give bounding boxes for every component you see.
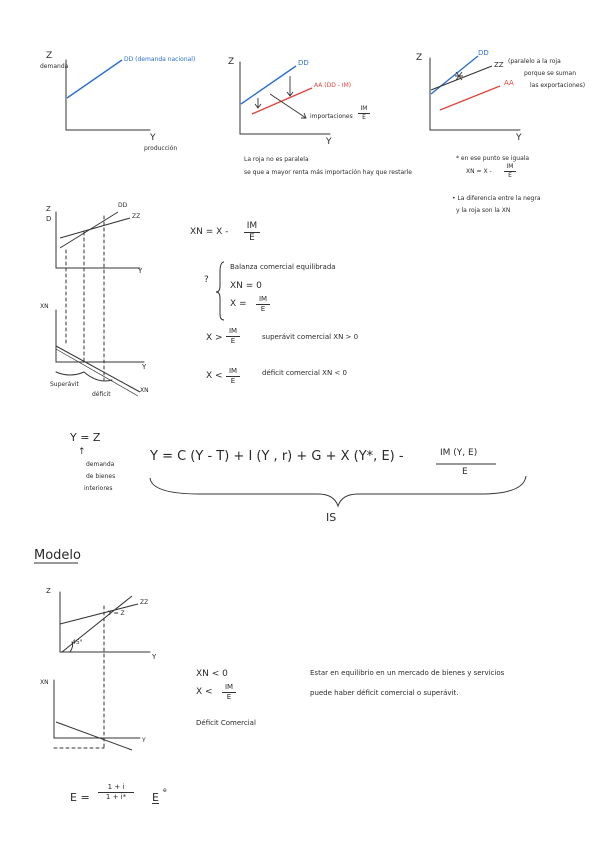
graph3-y-axis: Z [416, 53, 423, 63]
graph2-import-frac-num: IM [360, 105, 368, 112]
xn-def-eq: XN = X - [190, 227, 229, 237]
is-arrow: ↑ [78, 447, 86, 457]
graph3-paren-2: porque se suman [524, 70, 577, 77]
graph4-xn-line-2 [56, 349, 138, 396]
model-zz-label: ZZ [140, 599, 149, 606]
xn-zero: XN = 0 [230, 281, 262, 291]
e-formula-suffix: E [152, 791, 159, 804]
graph4-zz-line [60, 218, 130, 238]
model-x-lt-frac [222, 684, 236, 701]
graph1-y-sub: demanda [40, 63, 69, 70]
model-xn-x-axis: Y [142, 737, 146, 744]
is-note-1: demanda [86, 461, 115, 468]
graph4-bottom-axes [56, 310, 144, 362]
graph3-x-axis: Y [516, 133, 522, 143]
deficit-frac-den: E [230, 377, 236, 385]
model-xn-lt-zero: XN < 0 [196, 669, 228, 679]
graph3-aa-line [440, 86, 500, 110]
graph2-x-axis: Y [326, 137, 332, 147]
balance-brace [216, 262, 224, 320]
graph3-dd-label: DD [478, 49, 489, 57]
graph4-y-sub: D [46, 215, 52, 223]
is-main-eq: Y = C (Y - T) + I (Y , r) + G + X (Y*, E) - [150, 449, 404, 464]
graph3-aa-label: AA [504, 79, 514, 87]
deficit-text: déficit comercial XN < 0 [262, 369, 347, 377]
balance-label: Balanza comercial equilibrada [230, 263, 336, 271]
graph1-x-axis: Y [150, 133, 156, 143]
x-eq-frac-num: IM [258, 295, 268, 303]
deficit-eq: X < [206, 371, 223, 381]
model-note-2: puede haber déficit comercial o superávit. [310, 689, 459, 697]
graph3-diff-1: • La diferencia entre la negra [452, 195, 541, 202]
graph2-note-1: La roja no es paralela [244, 156, 309, 163]
is-main-frac-den: E [462, 467, 468, 477]
graph2-import-frac-den: E [362, 114, 366, 121]
is-note-2: de bienes [86, 473, 116, 480]
e-formula-num: 1 + i [107, 783, 125, 791]
graph4-x-axis: Y [138, 267, 143, 275]
graph3-star-frac-num: IM [506, 163, 514, 170]
e-formula-den: 1 + i* [105, 793, 127, 801]
graph3-axes [430, 58, 520, 130]
deficit-frac-num: IM [228, 367, 238, 375]
graph2-aa-line [252, 88, 312, 114]
model-xn-line [56, 722, 132, 750]
is-note-3: interiores [84, 485, 113, 492]
y-eq-z: Y = Z [70, 431, 101, 444]
graph2-note-2: se que a mayor renta más importación hay que restarle [244, 169, 412, 176]
model-zz-line [60, 604, 138, 624]
graph3-dd-line [431, 56, 478, 94]
model-x-lt-frac-den: E [226, 693, 232, 701]
model-x-lt-frac-num: IM [224, 683, 234, 691]
graph2-import-arrow [270, 94, 306, 118]
graph3-paren-3: las exportaciones) [530, 82, 586, 89]
graph3-diff-2: y la roja son la XN [456, 207, 511, 214]
graph3-star-frac-den: E [508, 172, 512, 179]
e-formula-suffix-sup: e [163, 787, 167, 794]
superavit-text: superávit comercial XN > 0 [262, 333, 359, 341]
x-eq: X = [230, 299, 247, 309]
graph1-x-sub: producción [144, 145, 178, 152]
graph3-star-note: * en ese punto se iguala [456, 155, 530, 162]
superavit-frac-den: E [230, 337, 236, 345]
graph2-import-label: importaciones [310, 113, 353, 120]
graph2-arrow-1 [255, 98, 261, 108]
graph4-top-axes [56, 212, 140, 268]
graph1-dd-line [67, 60, 122, 98]
is-brace [150, 476, 526, 506]
xn-def-frac-den: E [249, 233, 255, 243]
model-xn-axis: XN [40, 679, 49, 686]
graph4-dd-label: DD [118, 202, 128, 209]
model-deficit-comercial: Déficit Comercial [196, 719, 256, 727]
model-yz-label: Y = Z [108, 610, 125, 617]
graph4-superavit-label: Superávit [50, 381, 79, 388]
graph3-star-frac [504, 164, 516, 179]
model-heading: Modelo [34, 548, 81, 563]
xn-def-frac [244, 222, 260, 243]
model-note-1: Estar en equilibrio en un mercado de bienes y servicios [310, 669, 505, 677]
graph1-dd-label: DD (demanda nacional) [124, 56, 196, 63]
superavit-frac-num: IM [228, 327, 238, 335]
deficit-frac [226, 368, 240, 385]
is-main-frac-num: IM (Y, E) [440, 448, 478, 458]
e-formula-prefix: E = [70, 791, 90, 804]
graph2-import-frac [358, 106, 370, 121]
graph4-zz-label: ZZ [132, 213, 141, 220]
graph4-y-axis: Z [46, 205, 51, 213]
graph3-zz-label: ZZ [494, 61, 504, 69]
question-mark: ? [204, 275, 209, 285]
model-bottom-axes [54, 680, 140, 738]
superavit-eq: X > [206, 333, 223, 343]
superavit-frac [226, 328, 240, 345]
graph1-y-axis: Z [46, 51, 53, 61]
graph2-aa-label: AA (DD - IM) [314, 82, 352, 89]
x-eq-frac-den: E [260, 305, 266, 313]
graph2-dd-label: DD [298, 59, 309, 67]
graph2-y-axis: Z [228, 57, 235, 67]
xn-def-frac-num: IM [246, 221, 258, 231]
graph3-paren-1: (paralelo a la roja [508, 58, 561, 65]
model-x-axis: Y [152, 653, 157, 661]
graph4-xn-axis: XN [40, 303, 49, 310]
graph4-deficit-label: déficit [92, 391, 111, 398]
model-x-lt: X < [196, 687, 213, 697]
model-y-axis: Z [46, 587, 51, 595]
x-eq-frac [256, 296, 270, 313]
is-brace-label: IS [326, 511, 337, 524]
graph4-xn-line-label: XN [140, 387, 149, 394]
model-angle-label: 45° [72, 639, 83, 646]
graph2-arrow-2 [287, 76, 293, 96]
e-formula-frac [98, 784, 134, 801]
superavit-brace [56, 372, 84, 375]
graph3-star-eq: XN = X - [466, 168, 492, 175]
graph4-xn-x-axis: Y [142, 363, 147, 371]
